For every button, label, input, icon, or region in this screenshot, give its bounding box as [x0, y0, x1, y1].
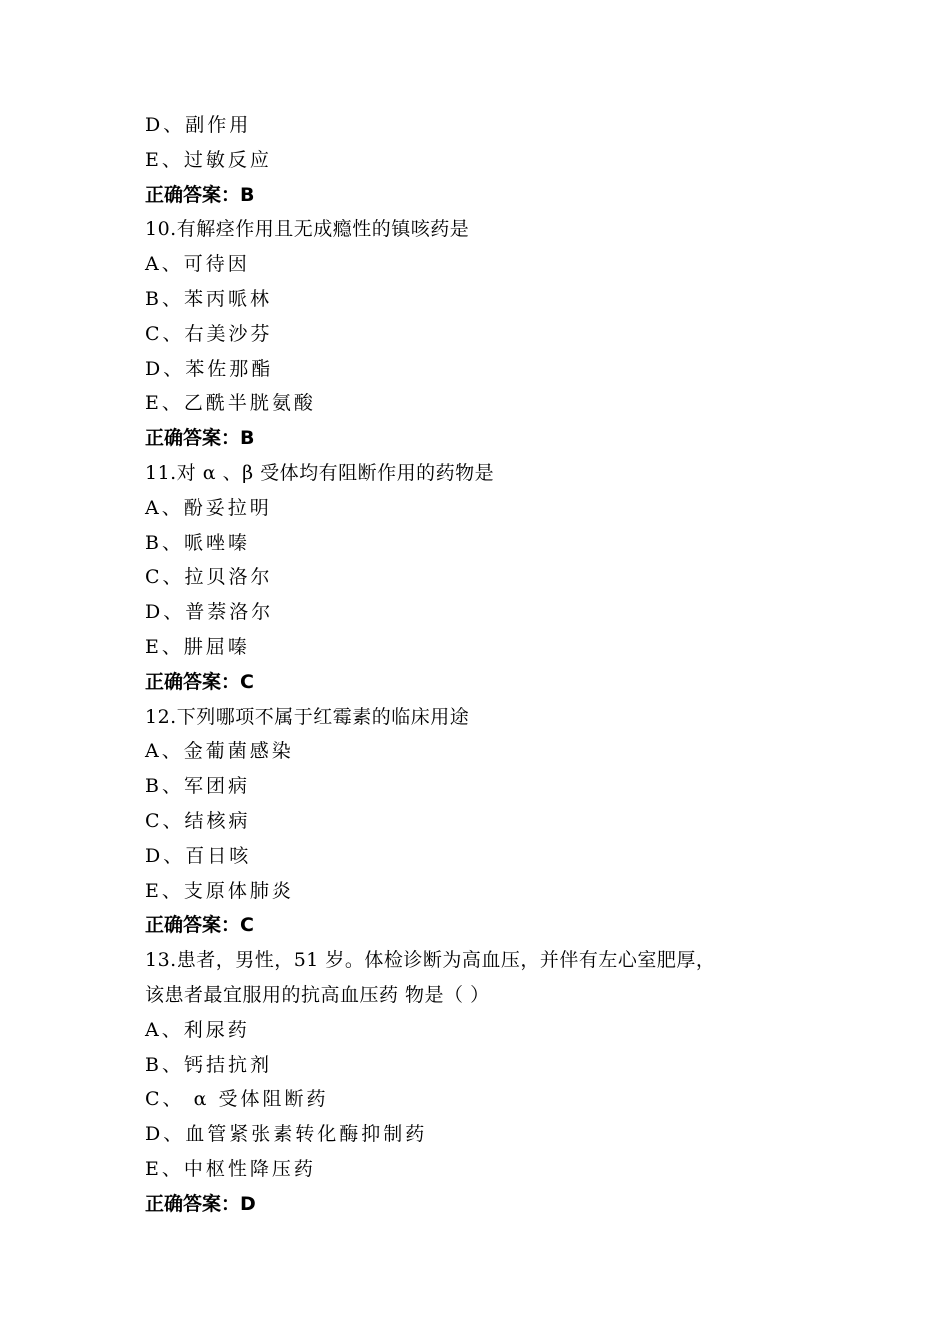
answer-line: 正确答案：B — [145, 183, 255, 206]
question-line: 11.对 α 、β 受体均有阻断作用的药物是 — [145, 461, 495, 484]
option-line: C、拉贝洛尔 — [145, 566, 273, 589]
option-line: E、过敏反应 — [145, 148, 272, 171]
option-line: C、结核病 — [145, 809, 251, 832]
option-line: A、利尿药 — [145, 1018, 250, 1041]
option-line: B、苯丙哌林 — [145, 287, 272, 310]
answer-line: 正确答案：C — [145, 670, 254, 693]
option-line: B、哌唑嗪 — [145, 531, 250, 554]
option-line: A、可待因 — [145, 253, 250, 276]
answer-line: 正确答案：D — [145, 1192, 256, 1215]
answer-line: 正确答案：B — [145, 427, 255, 450]
option-line: B、钙拮抗剂 — [145, 1053, 272, 1076]
question-line: 10.有解痉作用且无成瘾性的镇咳药是 — [145, 218, 470, 241]
option-line: A、金葡菌感染 — [145, 740, 294, 763]
option-line: E、支原体肺炎 — [145, 879, 294, 902]
option-line: C、 α 受体阻断药 — [145, 1088, 329, 1111]
option-line: D、普萘洛尔 — [145, 601, 274, 624]
option-line: E、中枢性降压药 — [145, 1157, 316, 1180]
option-line: B、军团病 — [145, 775, 250, 798]
option-line: D、苯佐那酯 — [145, 357, 274, 380]
option-line: E、乙酰半胱氨酸 — [145, 392, 316, 415]
document-page — [145, 108, 845, 1222]
option-line: D、副作用 — [145, 114, 252, 136]
option-line: E、肼屈嗪 — [145, 635, 250, 658]
option-line: A、酚妥拉明 — [145, 496, 272, 519]
question-line: 12.下列哪项不属于红霉素的临床用途 — [145, 705, 470, 728]
option-line: D、血管紧张素转化酶抑制药 — [145, 1123, 428, 1146]
answer-line: 正确答案：C — [145, 914, 254, 937]
option-line: D、百日咳 — [145, 844, 252, 867]
question-line: 13.患者，男性，51 岁。体检诊断为高血压，并伴有左心室肥厚， — [145, 949, 716, 972]
question-line: 该患者最宜服用的抗高血压药 物是（ ） — [145, 983, 490, 1006]
option-line: C、右美沙芬 — [145, 322, 273, 345]
